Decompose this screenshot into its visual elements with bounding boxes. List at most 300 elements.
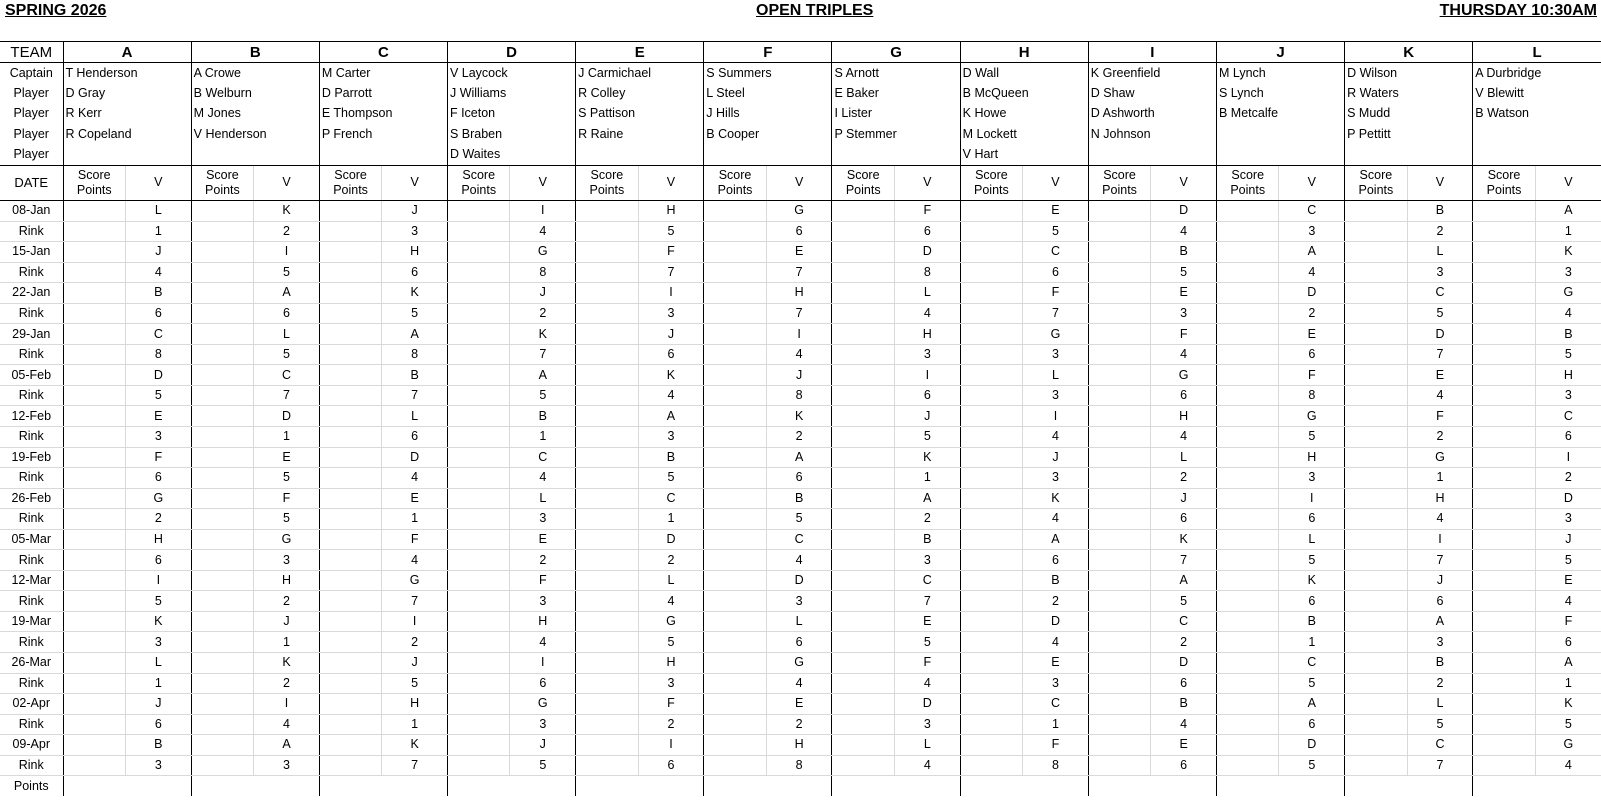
points-cell[interactable] bbox=[960, 632, 1023, 653]
rink-number[interactable]: 4 bbox=[510, 468, 576, 489]
rink-number[interactable]: 8 bbox=[382, 344, 448, 365]
rink-number[interactable]: 6 bbox=[1279, 714, 1345, 735]
player-name[interactable]: V Laycock bbox=[447, 63, 575, 84]
points-cell[interactable] bbox=[832, 632, 895, 653]
points-cell[interactable] bbox=[1473, 468, 1536, 489]
player-name[interactable]: F Iceton bbox=[447, 104, 575, 125]
rink-number[interactable]: 4 bbox=[382, 550, 448, 571]
score-cell[interactable] bbox=[704, 324, 767, 345]
rink-number[interactable]: 6 bbox=[766, 632, 832, 653]
rink-number[interactable]: 6 bbox=[894, 221, 960, 242]
score-cell[interactable] bbox=[447, 242, 510, 263]
score-cell[interactable] bbox=[576, 447, 639, 468]
opponent-cell[interactable]: G bbox=[1151, 365, 1217, 386]
points-cell[interactable] bbox=[704, 221, 767, 242]
points-cell[interactable] bbox=[960, 673, 1023, 694]
score-cell[interactable] bbox=[63, 611, 126, 632]
rink-number[interactable]: 4 bbox=[1535, 591, 1601, 612]
score-cell[interactable] bbox=[63, 200, 126, 221]
opponent-cell[interactable]: D bbox=[1023, 611, 1089, 632]
score-cell[interactable] bbox=[1216, 200, 1279, 221]
rink-number[interactable]: 2 bbox=[1023, 591, 1089, 612]
score-cell[interactable] bbox=[319, 653, 382, 674]
opponent-cell[interactable]: E bbox=[1151, 735, 1217, 756]
opponent-cell[interactable]: I bbox=[1279, 488, 1345, 509]
score-cell[interactable] bbox=[63, 488, 126, 509]
opponent-cell[interactable]: H bbox=[638, 200, 704, 221]
rink-number[interactable]: 1 bbox=[1279, 632, 1345, 653]
rink-number[interactable]: 1 bbox=[382, 714, 448, 735]
rink-number[interactable]: 5 bbox=[1279, 550, 1345, 571]
points-cell[interactable] bbox=[832, 426, 895, 447]
score-cell[interactable] bbox=[1088, 653, 1151, 674]
opponent-cell[interactable]: G bbox=[1535, 735, 1601, 756]
score-cell[interactable] bbox=[1088, 611, 1151, 632]
points-cell[interactable] bbox=[63, 673, 126, 694]
rink-number[interactable]: 6 bbox=[1535, 426, 1601, 447]
rink-number[interactable]: 6 bbox=[1151, 509, 1217, 530]
opponent-cell[interactable]: I bbox=[1535, 447, 1601, 468]
rink-number[interactable]: 6 bbox=[126, 714, 192, 735]
opponent-cell[interactable]: H bbox=[766, 735, 832, 756]
points-cell[interactable] bbox=[576, 509, 639, 530]
score-cell[interactable] bbox=[960, 324, 1023, 345]
player-name[interactable]: S Mudd bbox=[1345, 104, 1473, 125]
opponent-cell[interactable]: J bbox=[1535, 529, 1601, 550]
points-cell[interactable] bbox=[447, 262, 510, 283]
rink-number[interactable]: 2 bbox=[638, 714, 704, 735]
player-name[interactable]: J Williams bbox=[447, 83, 575, 104]
score-cell[interactable] bbox=[1345, 283, 1408, 304]
score-cell[interactable] bbox=[832, 611, 895, 632]
score-cell[interactable] bbox=[1216, 242, 1279, 263]
player-name[interactable]: L Steel bbox=[704, 83, 832, 104]
rink-number[interactable]: 2 bbox=[1151, 468, 1217, 489]
opponent-cell[interactable]: C bbox=[1023, 242, 1089, 263]
rink-number[interactable]: 4 bbox=[254, 714, 320, 735]
rink-number[interactable]: 5 bbox=[126, 385, 192, 406]
points-cell[interactable] bbox=[576, 632, 639, 653]
score-cell[interactable] bbox=[576, 611, 639, 632]
score-cell[interactable] bbox=[447, 529, 510, 550]
score-cell[interactable] bbox=[191, 242, 254, 263]
opponent-cell[interactable]: K bbox=[254, 653, 320, 674]
score-cell[interactable] bbox=[832, 283, 895, 304]
rink-number[interactable]: 4 bbox=[1535, 755, 1601, 776]
player-name[interactable] bbox=[319, 145, 447, 166]
rink-number[interactable]: 3 bbox=[894, 714, 960, 735]
score-cell[interactable] bbox=[576, 488, 639, 509]
player-name[interactable]: S Braben bbox=[447, 124, 575, 145]
opponent-cell[interactable]: L bbox=[1023, 365, 1089, 386]
rink-number[interactable]: 6 bbox=[1279, 509, 1345, 530]
score-cell[interactable] bbox=[319, 488, 382, 509]
opponent-cell[interactable]: I bbox=[894, 365, 960, 386]
rink-number[interactable]: 4 bbox=[1151, 221, 1217, 242]
points-cell[interactable] bbox=[832, 714, 895, 735]
points-cell[interactable] bbox=[1088, 303, 1151, 324]
score-cell[interactable] bbox=[1473, 570, 1536, 591]
opponent-cell[interactable]: F bbox=[254, 488, 320, 509]
points-cell[interactable] bbox=[1473, 550, 1536, 571]
player-name[interactable]: M Lynch bbox=[1216, 63, 1344, 84]
rink-number[interactable]: 6 bbox=[766, 468, 832, 489]
score-cell[interactable] bbox=[447, 406, 510, 427]
points-cell[interactable] bbox=[704, 468, 767, 489]
opponent-cell[interactable]: L bbox=[638, 570, 704, 591]
rink-number[interactable]: 5 bbox=[1279, 426, 1345, 447]
points-cell[interactable] bbox=[447, 509, 510, 530]
rink-number[interactable]: 4 bbox=[1151, 344, 1217, 365]
opponent-cell[interactable]: I bbox=[638, 735, 704, 756]
points-cell[interactable] bbox=[63, 221, 126, 242]
score-cell[interactable] bbox=[576, 283, 639, 304]
score-cell[interactable] bbox=[191, 735, 254, 756]
rink-number[interactable]: 6 bbox=[126, 550, 192, 571]
rink-number[interactable]: 1 bbox=[510, 426, 576, 447]
opponent-cell[interactable]: C bbox=[1279, 653, 1345, 674]
opponent-cell[interactable]: C bbox=[638, 488, 704, 509]
opponent-cell[interactable]: C bbox=[1279, 200, 1345, 221]
points-cell[interactable] bbox=[1088, 468, 1151, 489]
opponent-cell[interactable]: C bbox=[1535, 406, 1601, 427]
points-cell[interactable] bbox=[1473, 344, 1536, 365]
rink-number[interactable]: 6 bbox=[1279, 344, 1345, 365]
opponent-cell[interactable]: G bbox=[510, 694, 576, 715]
opponent-cell[interactable]: I bbox=[766, 324, 832, 345]
rink-number[interactable]: 8 bbox=[766, 385, 832, 406]
opponent-cell[interactable]: B bbox=[126, 735, 192, 756]
opponent-cell[interactable]: B bbox=[510, 406, 576, 427]
score-cell[interactable] bbox=[319, 365, 382, 386]
opponent-cell[interactable]: A bbox=[1407, 611, 1473, 632]
points-cell[interactable] bbox=[191, 221, 254, 242]
points-cell[interactable] bbox=[576, 550, 639, 571]
score-cell[interactable] bbox=[1345, 242, 1408, 263]
rink-number[interactable]: 4 bbox=[1279, 262, 1345, 283]
rink-number[interactable]: 8 bbox=[1279, 385, 1345, 406]
opponent-cell[interactable]: A bbox=[766, 447, 832, 468]
opponent-cell[interactable]: C bbox=[510, 447, 576, 468]
points-cell[interactable] bbox=[704, 262, 767, 283]
score-cell[interactable] bbox=[63, 735, 126, 756]
score-cell[interactable] bbox=[63, 529, 126, 550]
score-cell[interactable] bbox=[447, 611, 510, 632]
score-cell[interactable] bbox=[1216, 365, 1279, 386]
points-cell[interactable] bbox=[832, 221, 895, 242]
opponent-cell[interactable]: G bbox=[1535, 283, 1601, 304]
opponent-cell[interactable]: E bbox=[510, 529, 576, 550]
points-cell[interactable] bbox=[1088, 591, 1151, 612]
rink-number[interactable]: 3 bbox=[1535, 385, 1601, 406]
points-cell[interactable] bbox=[1345, 755, 1408, 776]
opponent-cell[interactable]: E bbox=[766, 242, 832, 263]
rink-number[interactable]: 2 bbox=[766, 714, 832, 735]
score-cell[interactable] bbox=[191, 324, 254, 345]
rink-number[interactable]: 4 bbox=[1023, 426, 1089, 447]
player-name[interactable]: R Kerr bbox=[63, 104, 191, 125]
opponent-cell[interactable]: A bbox=[1151, 570, 1217, 591]
rink-number[interactable]: 2 bbox=[638, 550, 704, 571]
player-name[interactable]: P French bbox=[319, 124, 447, 145]
opponent-cell[interactable]: F bbox=[1535, 611, 1601, 632]
opponent-cell[interactable]: D bbox=[1279, 735, 1345, 756]
opponent-cell[interactable]: I bbox=[126, 570, 192, 591]
player-name[interactable]: B Welburn bbox=[191, 83, 319, 104]
rink-number[interactable]: 4 bbox=[1151, 426, 1217, 447]
points-cell[interactable] bbox=[63, 303, 126, 324]
rink-number[interactable]: 4 bbox=[766, 673, 832, 694]
score-cell[interactable] bbox=[1345, 653, 1408, 674]
points-cell[interactable] bbox=[960, 303, 1023, 324]
score-cell[interactable] bbox=[1345, 406, 1408, 427]
score-cell[interactable] bbox=[191, 200, 254, 221]
rink-number[interactable]: 6 bbox=[1151, 755, 1217, 776]
opponent-cell[interactable]: K bbox=[1151, 529, 1217, 550]
player-name[interactable]: A Durbridge bbox=[1473, 63, 1601, 84]
score-cell[interactable] bbox=[1345, 488, 1408, 509]
rink-number[interactable]: 6 bbox=[510, 673, 576, 694]
score-cell[interactable] bbox=[1088, 242, 1151, 263]
points-cell[interactable] bbox=[63, 509, 126, 530]
opponent-cell[interactable]: K bbox=[638, 365, 704, 386]
opponent-cell[interactable]: A bbox=[1279, 242, 1345, 263]
rink-number[interactable]: 3 bbox=[254, 550, 320, 571]
opponent-cell[interactable]: E bbox=[1279, 324, 1345, 345]
points-cell[interactable] bbox=[960, 262, 1023, 283]
score-cell[interactable] bbox=[832, 324, 895, 345]
rink-number[interactable]: 2 bbox=[254, 221, 320, 242]
rink-number[interactable]: 7 bbox=[382, 755, 448, 776]
rink-number[interactable]: 6 bbox=[254, 303, 320, 324]
rink-number[interactable]: 3 bbox=[510, 591, 576, 612]
opponent-cell[interactable]: F bbox=[894, 653, 960, 674]
points-cell[interactable] bbox=[1216, 344, 1279, 365]
rink-number[interactable]: 7 bbox=[766, 303, 832, 324]
rink-number[interactable]: 2 bbox=[382, 632, 448, 653]
player-name[interactable]: P Stemmer bbox=[832, 124, 960, 145]
player-name[interactable]: T Henderson bbox=[63, 63, 191, 84]
rink-number[interactable]: 3 bbox=[382, 221, 448, 242]
player-name[interactable] bbox=[1345, 145, 1473, 166]
rink-number[interactable]: 6 bbox=[638, 755, 704, 776]
points-cell[interactable] bbox=[319, 755, 382, 776]
opponent-cell[interactable]: K bbox=[382, 283, 448, 304]
points-cell[interactable] bbox=[447, 673, 510, 694]
points-cell[interactable] bbox=[447, 591, 510, 612]
rink-number[interactable]: 3 bbox=[1407, 632, 1473, 653]
rink-number[interactable]: 6 bbox=[382, 426, 448, 447]
points-cell[interactable] bbox=[1345, 509, 1408, 530]
rink-number[interactable]: 4 bbox=[766, 344, 832, 365]
points-cell[interactable] bbox=[960, 426, 1023, 447]
score-cell[interactable] bbox=[1088, 365, 1151, 386]
points-cell[interactable] bbox=[960, 221, 1023, 242]
player-name[interactable] bbox=[1473, 124, 1601, 145]
opponent-cell[interactable]: A bbox=[1279, 694, 1345, 715]
player-name[interactable]: D Gray bbox=[63, 83, 191, 104]
points-cell[interactable] bbox=[832, 509, 895, 530]
rink-number[interactable]: 4 bbox=[1407, 385, 1473, 406]
opponent-cell[interactable]: K bbox=[1535, 242, 1601, 263]
score-cell[interactable] bbox=[960, 694, 1023, 715]
rink-number[interactable]: 6 bbox=[1151, 385, 1217, 406]
score-cell[interactable] bbox=[447, 447, 510, 468]
player-name[interactable]: B Metcalfe bbox=[1216, 104, 1344, 125]
opponent-cell[interactable]: A bbox=[1535, 200, 1601, 221]
points-cell[interactable] bbox=[960, 755, 1023, 776]
opponent-cell[interactable]: H bbox=[382, 242, 448, 263]
score-cell[interactable] bbox=[447, 324, 510, 345]
rink-number[interactable]: 5 bbox=[638, 632, 704, 653]
opponent-cell[interactable]: K bbox=[1023, 488, 1089, 509]
score-cell[interactable] bbox=[832, 570, 895, 591]
rink-number[interactable]: 4 bbox=[894, 673, 960, 694]
rink-number[interactable]: 5 bbox=[894, 632, 960, 653]
score-cell[interactable] bbox=[1216, 488, 1279, 509]
points-cell[interactable] bbox=[832, 262, 895, 283]
score-cell[interactable] bbox=[1473, 200, 1536, 221]
opponent-cell[interactable]: H bbox=[638, 653, 704, 674]
opponent-cell[interactable]: J bbox=[510, 735, 576, 756]
score-cell[interactable] bbox=[1473, 447, 1536, 468]
score-cell[interactable] bbox=[960, 200, 1023, 221]
points-cell[interactable] bbox=[319, 385, 382, 406]
opponent-cell[interactable]: F bbox=[1023, 735, 1089, 756]
opponent-cell[interactable]: J bbox=[1023, 447, 1089, 468]
opponent-cell[interactable]: K bbox=[382, 735, 448, 756]
score-cell[interactable] bbox=[319, 735, 382, 756]
rink-number[interactable]: 3 bbox=[638, 673, 704, 694]
rink-number[interactable]: 5 bbox=[1279, 755, 1345, 776]
rink-number[interactable]: 4 bbox=[638, 385, 704, 406]
points-cell[interactable] bbox=[960, 468, 1023, 489]
score-cell[interactable] bbox=[447, 200, 510, 221]
points-cell[interactable] bbox=[576, 468, 639, 489]
player-name[interactable] bbox=[832, 145, 960, 166]
points-cell[interactable] bbox=[704, 509, 767, 530]
score-cell[interactable] bbox=[1216, 283, 1279, 304]
rink-number[interactable]: 5 bbox=[638, 468, 704, 489]
opponent-cell[interactable]: J bbox=[382, 653, 448, 674]
opponent-cell[interactable]: C bbox=[1407, 735, 1473, 756]
points-cell[interactable] bbox=[319, 426, 382, 447]
score-cell[interactable] bbox=[1216, 529, 1279, 550]
player-name[interactable]: P Pettitt bbox=[1345, 124, 1473, 145]
rink-number[interactable]: 7 bbox=[254, 385, 320, 406]
opponent-cell[interactable]: A bbox=[894, 488, 960, 509]
opponent-cell[interactable]: I bbox=[510, 200, 576, 221]
points-cell[interactable] bbox=[1473, 509, 1536, 530]
opponent-cell[interactable]: L bbox=[382, 406, 448, 427]
rink-number[interactable]: 6 bbox=[766, 221, 832, 242]
points-cell[interactable] bbox=[704, 344, 767, 365]
score-cell[interactable] bbox=[1345, 365, 1408, 386]
points-cell[interactable] bbox=[447, 550, 510, 571]
score-cell[interactable] bbox=[704, 283, 767, 304]
score-cell[interactable] bbox=[1088, 694, 1151, 715]
score-cell[interactable] bbox=[576, 694, 639, 715]
points-cell[interactable] bbox=[960, 591, 1023, 612]
opponent-cell[interactable]: J bbox=[1407, 570, 1473, 591]
opponent-cell[interactable]: L bbox=[1407, 242, 1473, 263]
opponent-cell[interactable]: C bbox=[1151, 611, 1217, 632]
points-cell[interactable] bbox=[319, 632, 382, 653]
points-total-cell[interactable] bbox=[447, 776, 575, 796]
points-cell[interactable] bbox=[63, 714, 126, 735]
rink-number[interactable]: 5 bbox=[510, 385, 576, 406]
rink-number[interactable]: 4 bbox=[510, 221, 576, 242]
points-cell[interactable] bbox=[576, 262, 639, 283]
points-cell[interactable] bbox=[63, 385, 126, 406]
score-cell[interactable] bbox=[832, 653, 895, 674]
rink-number[interactable]: 8 bbox=[126, 344, 192, 365]
opponent-cell[interactable]: J bbox=[766, 365, 832, 386]
opponent-cell[interactable]: F bbox=[638, 694, 704, 715]
score-cell[interactable] bbox=[960, 653, 1023, 674]
rink-number[interactable]: 1 bbox=[638, 509, 704, 530]
opponent-cell[interactable]: G bbox=[638, 611, 704, 632]
rink-number[interactable]: 6 bbox=[382, 262, 448, 283]
opponent-cell[interactable]: D bbox=[894, 242, 960, 263]
rink-number[interactable]: 2 bbox=[126, 509, 192, 530]
player-name[interactable]: E Baker bbox=[832, 83, 960, 104]
opponent-cell[interactable]: J bbox=[638, 324, 704, 345]
rink-number[interactable]: 3 bbox=[126, 426, 192, 447]
opponent-cell[interactable]: E bbox=[126, 406, 192, 427]
opponent-cell[interactable]: E bbox=[1535, 570, 1601, 591]
rink-number[interactable]: 5 bbox=[1023, 221, 1089, 242]
score-cell[interactable] bbox=[1473, 653, 1536, 674]
rink-number[interactable]: 2 bbox=[510, 550, 576, 571]
points-cell[interactable] bbox=[832, 344, 895, 365]
opponent-cell[interactable]: L bbox=[1151, 447, 1217, 468]
score-cell[interactable] bbox=[704, 365, 767, 386]
opponent-cell[interactable]: C bbox=[1023, 694, 1089, 715]
points-cell[interactable] bbox=[1345, 426, 1408, 447]
rink-number[interactable]: 4 bbox=[1023, 632, 1089, 653]
points-cell[interactable] bbox=[704, 673, 767, 694]
score-cell[interactable] bbox=[1216, 406, 1279, 427]
points-cell[interactable] bbox=[191, 591, 254, 612]
rink-number[interactable]: 4 bbox=[382, 468, 448, 489]
rink-number[interactable]: 5 bbox=[510, 755, 576, 776]
opponent-cell[interactable]: K bbox=[126, 611, 192, 632]
points-cell[interactable] bbox=[447, 344, 510, 365]
score-cell[interactable] bbox=[191, 365, 254, 386]
score-cell[interactable] bbox=[191, 406, 254, 427]
rink-number[interactable]: 3 bbox=[1023, 385, 1089, 406]
points-cell[interactable] bbox=[576, 426, 639, 447]
points-cell[interactable] bbox=[960, 509, 1023, 530]
points-cell[interactable] bbox=[1216, 714, 1279, 735]
score-cell[interactable] bbox=[1216, 447, 1279, 468]
rink-number[interactable]: 5 bbox=[1535, 344, 1601, 365]
opponent-cell[interactable]: L bbox=[894, 283, 960, 304]
score-cell[interactable] bbox=[191, 447, 254, 468]
rink-number[interactable]: 4 bbox=[894, 755, 960, 776]
score-cell[interactable] bbox=[191, 570, 254, 591]
points-cell[interactable] bbox=[1216, 262, 1279, 283]
points-cell[interactable] bbox=[1216, 426, 1279, 447]
points-cell[interactable] bbox=[191, 755, 254, 776]
player-name[interactable] bbox=[576, 145, 704, 166]
score-cell[interactable] bbox=[447, 570, 510, 591]
score-cell[interactable] bbox=[1088, 406, 1151, 427]
rink-number[interactable]: 5 bbox=[254, 509, 320, 530]
opponent-cell[interactable]: H bbox=[1279, 447, 1345, 468]
opponent-cell[interactable]: I bbox=[1407, 529, 1473, 550]
